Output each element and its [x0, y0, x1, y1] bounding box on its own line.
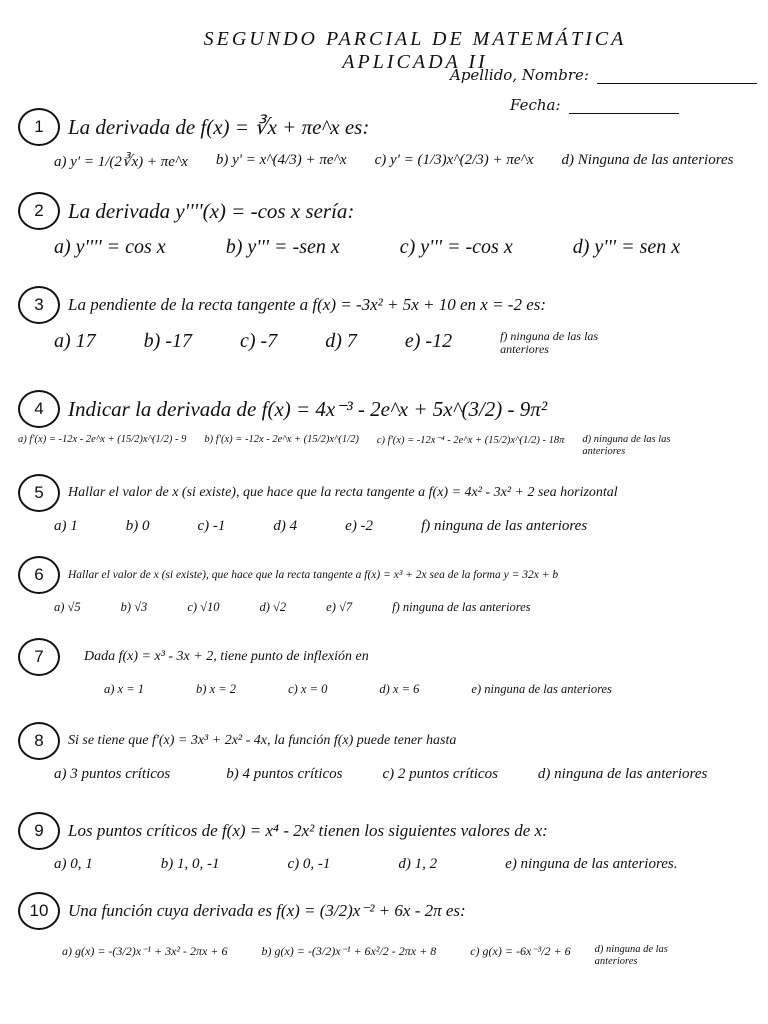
options [54, 330, 758, 356]
question-number: 5 [18, 474, 60, 512]
option-d[interactable]: d) 1, 2 [398, 856, 438, 872]
question-number: 9 [18, 812, 60, 850]
option-a[interactable]: a) g(x) = -(3/2)x⁻¹ + 3x² - 2πx + 6 [62, 944, 228, 958]
option-a[interactable]: a) x = 1 [104, 682, 145, 696]
options [18, 434, 758, 458]
question-1 [18, 108, 758, 171]
option-d[interactable]: d) ninguna de las anteriores [537, 766, 708, 782]
question-text: La derivada y''''(x) = -cos x sería: [68, 198, 355, 223]
options [54, 600, 758, 615]
option-e[interactable]: e) √7 [326, 600, 353, 614]
option-a[interactable]: a) 1 [54, 518, 78, 534]
option-e[interactable]: e) -12 [404, 330, 453, 352]
option-d[interactable]: d) 7 [325, 330, 357, 352]
option-a[interactable]: a) y' = 1/(2∛x) + πe^x [54, 154, 188, 170]
question-5 [18, 474, 758, 535]
option-b[interactable]: b) x = 2 [196, 682, 237, 696]
option-a[interactable]: a) 17 [54, 330, 96, 352]
option-c[interactable]: c) y''' = -cos x [399, 236, 513, 258]
option-b[interactable]: b) 1, 0, -1 [160, 856, 220, 872]
options [54, 766, 758, 783]
option-c[interactable]: c) -7 [240, 330, 278, 352]
question-number: 8 [18, 722, 60, 760]
question-text: La pendiente de la recta tangente a f(x) = -3x² + 5x + 10 en x = -2 es: [68, 295, 547, 314]
option-f[interactable]: f) ninguna de las anteriores [392, 600, 531, 614]
option-b[interactable]: b) f'(x) = -12x - 2e^x + (15/2)x^(1/2) [204, 434, 359, 445]
exam-title: SEGUNDO PARCIAL DE MATEMÁTICA APLICADA II [203, 28, 627, 73]
option-d[interactable]: d) ninguna de las las anteriores [582, 434, 671, 457]
question-9 [18, 812, 758, 873]
option-c[interactable]: c) -1 [197, 518, 226, 534]
option-d[interactable]: d) Ninguna de las anteriores [561, 152, 734, 168]
option-b[interactable]: b) y' = x^(4/3) + πe^x [215, 152, 347, 168]
option-b[interactable]: b) 4 puntos críticos [226, 766, 343, 782]
option-c[interactable]: c) 0, -1 [287, 856, 331, 872]
option-b[interactable]: b) √3 [120, 600, 148, 614]
options [54, 152, 758, 171]
option-b[interactable]: b) 0 [125, 518, 150, 534]
option-e[interactable]: e) -2 [345, 518, 374, 534]
option-b[interactable]: b) -17 [143, 330, 192, 352]
option-c[interactable]: c) 2 puntos críticos [382, 766, 498, 782]
question-7 [18, 638, 758, 697]
option-d[interactable]: d) x = 6 [379, 682, 420, 696]
option-e[interactable]: e) ninguna de las anteriores. [505, 856, 678, 872]
option-a[interactable]: a) f'(x) = -12x - 2e^x + (15/2)x^(1/2) - 9 [18, 434, 187, 445]
options [54, 518, 758, 535]
option-a[interactable]: a) 0, 1 [54, 856, 93, 872]
name-line [597, 67, 757, 84]
question-number: 3 [18, 286, 60, 324]
question-text: Indicar la derivada de f(x) = 4x⁻³ - 2e^x + 5x^(3/2) - 9π² [68, 396, 548, 421]
question-4 [18, 390, 758, 458]
option-a[interactable]: a) y'''' = cos x [54, 236, 166, 258]
question-number: 6 [18, 556, 60, 594]
name-label: Apellido, Nombre: [450, 66, 589, 84]
option-d[interactable]: d) ninguna de las anteriores [594, 944, 668, 967]
question-number: 4 [18, 390, 60, 428]
question-text: Hallar el valor de x (si existe), que hace que la recta tangente a f(x) = x³ + 2x sea de la forma y = 32x + b [68, 569, 559, 581]
question-text: Si se tiene que f'(x) = 3x³ + 2x² - 4x, la función f(x) puede tener hasta [68, 733, 457, 748]
option-c[interactable]: c) g(x) = -6x⁻³/2 + 6 [470, 944, 571, 958]
option-c[interactable]: c) x = 0 [288, 682, 328, 696]
question-10 [18, 892, 758, 968]
options [104, 682, 758, 697]
option-a[interactable]: a) 3 puntos críticos [54, 766, 171, 782]
option-f[interactable]: f) ninguna de las las anteriores [500, 329, 599, 356]
question-number: 1 [18, 108, 60, 146]
question-number: 7 [18, 638, 60, 676]
question-text: Hallar el valor de x (si existe), que hace que la recta tangente a f(x) = 4x² - 3x² + 2 sea horizontal [68, 485, 618, 500]
options [62, 944, 758, 968]
question-text: Los puntos críticos de f(x) = x⁴ - 2x² tienen los siguientes valores de x: [68, 821, 548, 840]
question-text: Una función cuya derivada es f(x) = (3/2)x⁻² + 6x - 2π es: [68, 901, 466, 920]
option-c[interactable]: c) y' = (1/3)x^(2/3) + πe^x [374, 152, 534, 168]
option-a[interactable]: a) √5 [54, 600, 81, 614]
question-8 [18, 722, 758, 783]
question-3 [18, 286, 758, 356]
date-label: Fecha: [510, 96, 561, 114]
option-b[interactable]: b) y''' = -sen x [225, 236, 340, 258]
option-e[interactable]: e) ninguna de las anteriores [471, 682, 612, 696]
question-text: La derivada de f(x) = ∛x + πe^x es: [68, 114, 370, 139]
option-c[interactable]: c) √10 [187, 600, 220, 614]
option-f[interactable]: f) ninguna de las anteriores [421, 518, 588, 534]
options [54, 236, 758, 259]
options [54, 856, 758, 873]
option-d[interactable]: d) 4 [273, 518, 298, 534]
question-text: Dada f(x) = x³ - 3x + 2, tiene punto de inflexión en [84, 649, 369, 664]
option-c[interactable]: c) f'(x) = -12x⁻⁴ - 2e^x + (15/2)x^(1/2) - 18π [376, 435, 565, 446]
question-2 [18, 192, 758, 259]
option-d[interactable]: d) y''' = sen x [572, 236, 681, 258]
name-field [450, 66, 757, 84]
question-number: 10 [18, 892, 60, 930]
option-b[interactable]: b) g(x) = -(3/2)x⁻¹ + 6x²/2 - 2πx + 8 [261, 944, 437, 958]
question-number: 2 [18, 192, 60, 230]
question-6 [18, 556, 758, 615]
option-d[interactable]: d) √2 [259, 600, 287, 614]
